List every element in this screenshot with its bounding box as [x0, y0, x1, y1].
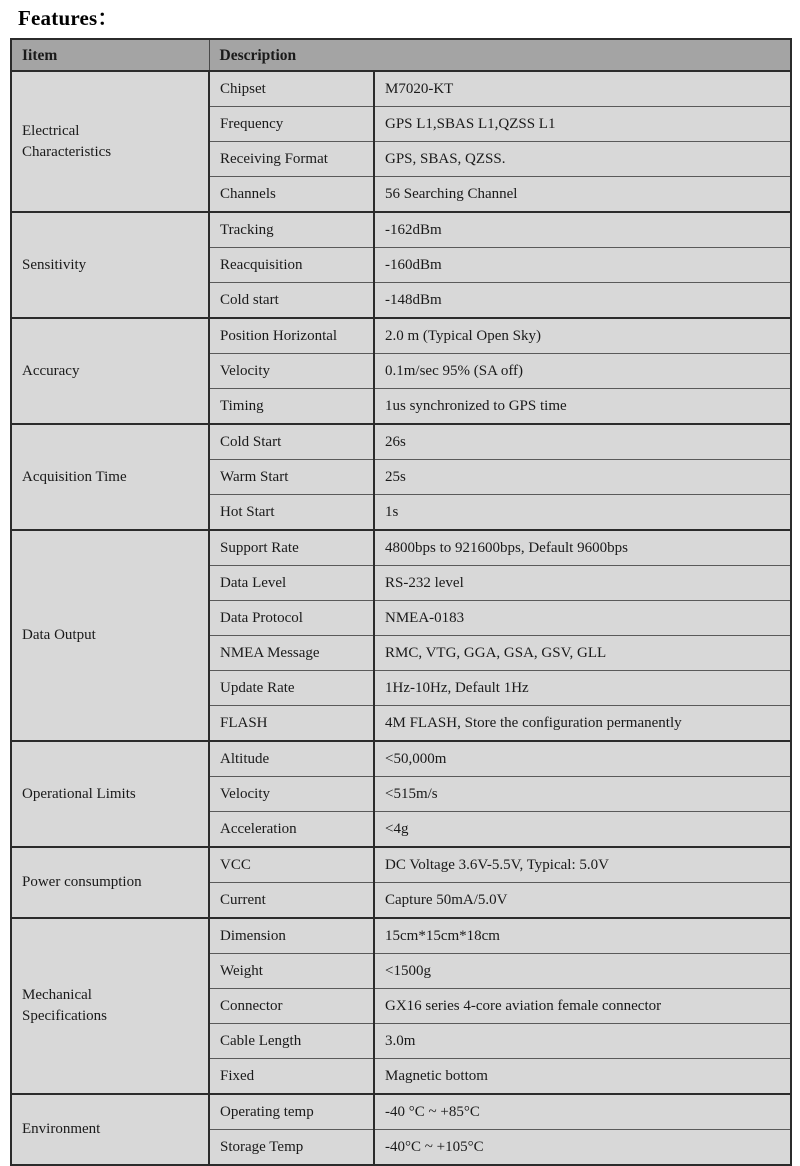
row-label: VCC [209, 847, 374, 883]
row-value: 25s [374, 460, 791, 495]
row-label: Velocity [209, 354, 374, 389]
group-label [11, 424, 209, 530]
table-row [11, 424, 791, 460]
group-label [11, 1094, 209, 1165]
group-label [11, 918, 209, 1094]
row-label: Operating temp [209, 1094, 374, 1130]
row-value: Magnetic bottom [374, 1059, 791, 1095]
group-label [11, 847, 209, 918]
table-row [11, 1094, 791, 1130]
row-value: <1500g [374, 954, 791, 989]
row-value: 2.0 m (Typical Open Sky) [374, 318, 791, 354]
table-row [11, 741, 791, 777]
column-header-description: Description [209, 39, 791, 71]
row-label: Connector [209, 989, 374, 1024]
row-value: 1Hz-10Hz, Default 1Hz [374, 671, 791, 706]
row-value: <4g [374, 812, 791, 848]
group-label-line: Operational Limits [22, 785, 136, 802]
row-value: NMEA-0183 [374, 601, 791, 636]
table-row [11, 318, 791, 354]
table-body [11, 71, 791, 1165]
group-label-line: Accuracy [22, 362, 80, 379]
group-label [11, 741, 209, 847]
row-value: -148dBm [374, 283, 791, 319]
row-value: 4800bps to 921600bps, Default 9600bps [374, 530, 791, 566]
row-label: Cold Start [209, 424, 374, 460]
row-value: 1s [374, 495, 791, 531]
group-label-line: Electrical [22, 122, 80, 139]
row-value: 3.0m [374, 1024, 791, 1059]
row-label: Update Rate [209, 671, 374, 706]
row-label: Reacquisition [209, 248, 374, 283]
row-label: Data Level [209, 566, 374, 601]
page-title: Features： [18, 6, 119, 30]
features-spec-table [10, 38, 792, 1166]
table-row [11, 212, 791, 248]
group-label [11, 212, 209, 318]
row-value: M7020-KT [374, 71, 791, 107]
row-value: GX16 series 4-core aviation female connector [374, 989, 791, 1024]
row-label: Acceleration [209, 812, 374, 848]
row-value: 4M FLASH, Store the configuration permanently [374, 706, 791, 742]
table-header [11, 39, 791, 71]
row-value: <50,000m [374, 741, 791, 777]
row-value: RMC, VTG, GGA, GSA, GSV, GLL [374, 636, 791, 671]
row-value: 15cm*15cm*18cm [374, 918, 791, 954]
row-label: Chipset [209, 71, 374, 107]
group-label-line: Characteristics [22, 143, 112, 160]
row-label: Timing [209, 389, 374, 425]
row-value: -40°C ~ +105°C [374, 1130, 791, 1166]
row-value: 1us synchronized to GPS time [374, 389, 791, 425]
row-label: Fixed [209, 1059, 374, 1095]
group-label [11, 318, 209, 424]
row-label: Channels [209, 177, 374, 213]
row-value: DC Voltage 3.6V-5.5V, Typical: 5.0V [374, 847, 791, 883]
row-value: GPS, SBAS, QZSS. [374, 142, 791, 177]
row-label: Storage Temp [209, 1130, 374, 1166]
group-label-line: Mechanical [22, 987, 92, 1003]
group-label-line: Data Output [22, 627, 96, 643]
row-label: Data Protocol [209, 601, 374, 636]
row-label: FLASH [209, 706, 374, 742]
group-label-line: Specifications [22, 1008, 107, 1024]
row-label: Position Horizontal [209, 318, 374, 354]
row-label: NMEA Message [209, 636, 374, 671]
group-label-line: Sensitivity [22, 256, 87, 273]
group-label-line: Acquisition Time [22, 468, 127, 485]
row-label: Cable Length [209, 1024, 374, 1059]
row-label: Weight [209, 954, 374, 989]
row-label: Warm Start [209, 460, 374, 495]
table-row [11, 530, 791, 566]
row-value: -40 °C ~ +85°C [374, 1094, 791, 1130]
row-value: GPS L1,SBAS L1,QZSS L1 [374, 107, 791, 142]
table-row [11, 847, 791, 883]
row-value: RS-232 level [374, 566, 791, 601]
row-label: Dimension [209, 918, 374, 954]
table-row [11, 918, 791, 954]
row-value: 26s [374, 424, 791, 460]
table-row [11, 71, 791, 107]
row-label: Frequency [209, 107, 374, 142]
row-label: Receiving Format [209, 142, 374, 177]
row-value: 0.1m/sec 95% (SA off) [374, 354, 791, 389]
group-label [11, 530, 209, 741]
row-label: Velocity [209, 777, 374, 812]
row-value: -160dBm [374, 248, 791, 283]
row-value: Capture 50mA/5.0V [374, 883, 791, 919]
row-label: Current [209, 883, 374, 919]
group-label-line: Power consumption [22, 874, 142, 890]
row-value: -162dBm [374, 212, 791, 248]
row-value: <515m/s [374, 777, 791, 812]
row-value: 56 Searching Channel [374, 177, 791, 213]
group-label [11, 71, 209, 212]
row-label: Altitude [209, 741, 374, 777]
group-label-line: Environment [22, 1121, 101, 1137]
row-label: Hot Start [209, 495, 374, 531]
row-label: Support Rate [209, 530, 374, 566]
column-header-item: Iitem [11, 39, 209, 71]
table-header-row [11, 39, 791, 71]
row-label: Cold start [209, 283, 374, 319]
row-label: Tracking [209, 212, 374, 248]
